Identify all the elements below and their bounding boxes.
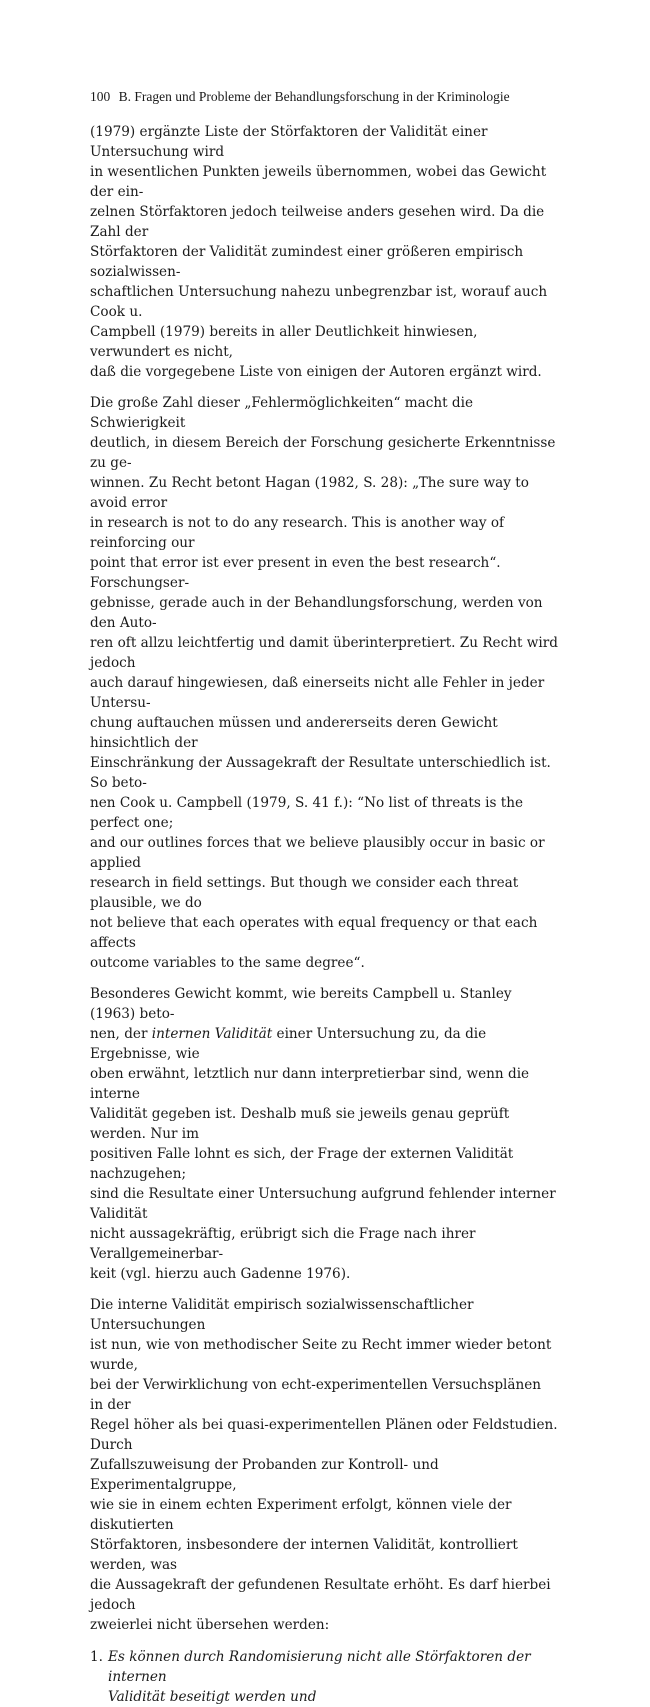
paragraph-1: (1979) ergänzte Liste der Störfaktoren der Validität einer Untersuchung wird in wesentlichen Punkten jeweils übernommen, wobei das Gewicht der ein- zelnen Störfaktoren jedoch teilweise anders gesehen wird. Da die Zahl der Störfaktoren der Validität zumindest einer größeren empirisch sozialwissen- schaftlichen Untersuchung nahezu unbegrenzbar ist, worauf auch Cook u. Campbell (1979) bereits in aller Deutlichkeit hinwiesen, verwundert es nicht, daß die vorgegebene Liste von einigen der Autoren ergänzt wird. bbox=[90, 124, 548, 380]
paragraph-3-part-2: einer Untersuchung zu, da die Ergebnisse, wie oben erwähnt, letztlich nur dann interpretierbar sind, wenn die interne Validität gegeben ist. Deshalb muß sie jeweils genau geprüft werden. Nur im positiven Falle lohnt es sich, der Frage der externen Validität nachzugehen; sind die Resultate einer Untersuchung aufgrund fehlender interner Validität nicht aussagekräftig, erübrigt sich die Frage nach ihrer Verallgemeinerbar- keit (vgl. hierzu auch Gadenne 1976). bbox=[90, 1026, 556, 1282]
paragraph-3-part-1: Besonderes Gewicht kommt, wie bereits Campbell u. Stanley (1963) beto- nen, der bbox=[90, 986, 512, 1042]
page-number: 100 bbox=[90, 89, 111, 104]
running-title: B. Fragen und Probleme der Behandlungsforschung in der Kriminologie bbox=[118, 89, 510, 104]
paragraph-3 bbox=[90, 984, 558, 1284]
list-number: 1. bbox=[90, 1649, 103, 1665]
emphasis-internal-validity: internen Validität bbox=[151, 1026, 273, 1042]
paragraph-2: Die große Zahl dieser „Fehlermöglichkeiten“ macht die Schwierigkeit deutlich, in diesem Bereich der Forschung gesicherte Erkenntnisse zu ge- winnen. Zu Recht betont Hagan (1982, S. 28): „The sure way to avoid error in research is not to do any research. This is another way of reinforcing our point that error ist ever present in even the best research“. Forschungser- gebnisse, gerade auch in der Behandlungsforschung, werden von den Auto- ren oft allzu leichtfertig und damit überinterpretiert. Zu Recht wird jedoch auch darauf hingewiesen, daß einerseits nicht alle Fehler in jeder Untersu- chung auftauchen müssen und andererseits deren Gewicht hinsichtlich der Einschränkung der Aussagekraft der Resultate unterschiedlich ist. So beto- nen Cook u. Campbell (1979, S. 41 f.): “No list of threats is the perfect one; and our outlines forces that we believe plausibly occur in basic or applied research in field settings. But though we consider each threat plausible, we do not believe that each operates with equal frequency or that each affects outcome variables to the same degree“. bbox=[90, 395, 558, 971]
running-header bbox=[90, 88, 558, 106]
list-item bbox=[90, 1647, 558, 1707]
paragraph-4: Die interne Validität empirisch sozialwissenschaftlicher Untersuchungen ist nun, wie von methodischer Seite zu Recht immer wieder betont wurde, bei der Verwirklichung von echt-experimentellen Versuchsplänen in der Regel höher als bei quasi-experimentellen Plänen oder Feldstudien. Durch Zufallszuweisung der Probanden zur Kontroll- und Experimentalgruppe, wie sie in einem echten Experiment erfolgt, können viele der diskutierten Störfaktoren, insbesondere der internen Validität, kontrolliert werden, was die Aussagekraft der gefundenen Resultate erhöht. Es darf hierbei jedoch zweierlei nicht übersehen werden: bbox=[90, 1297, 558, 1633]
list-text: Es können durch Randomisierung nicht alle Störfaktoren der internen Validität beseitigt werden und bbox=[108, 1649, 531, 1705]
book-page bbox=[90, 88, 558, 1707]
